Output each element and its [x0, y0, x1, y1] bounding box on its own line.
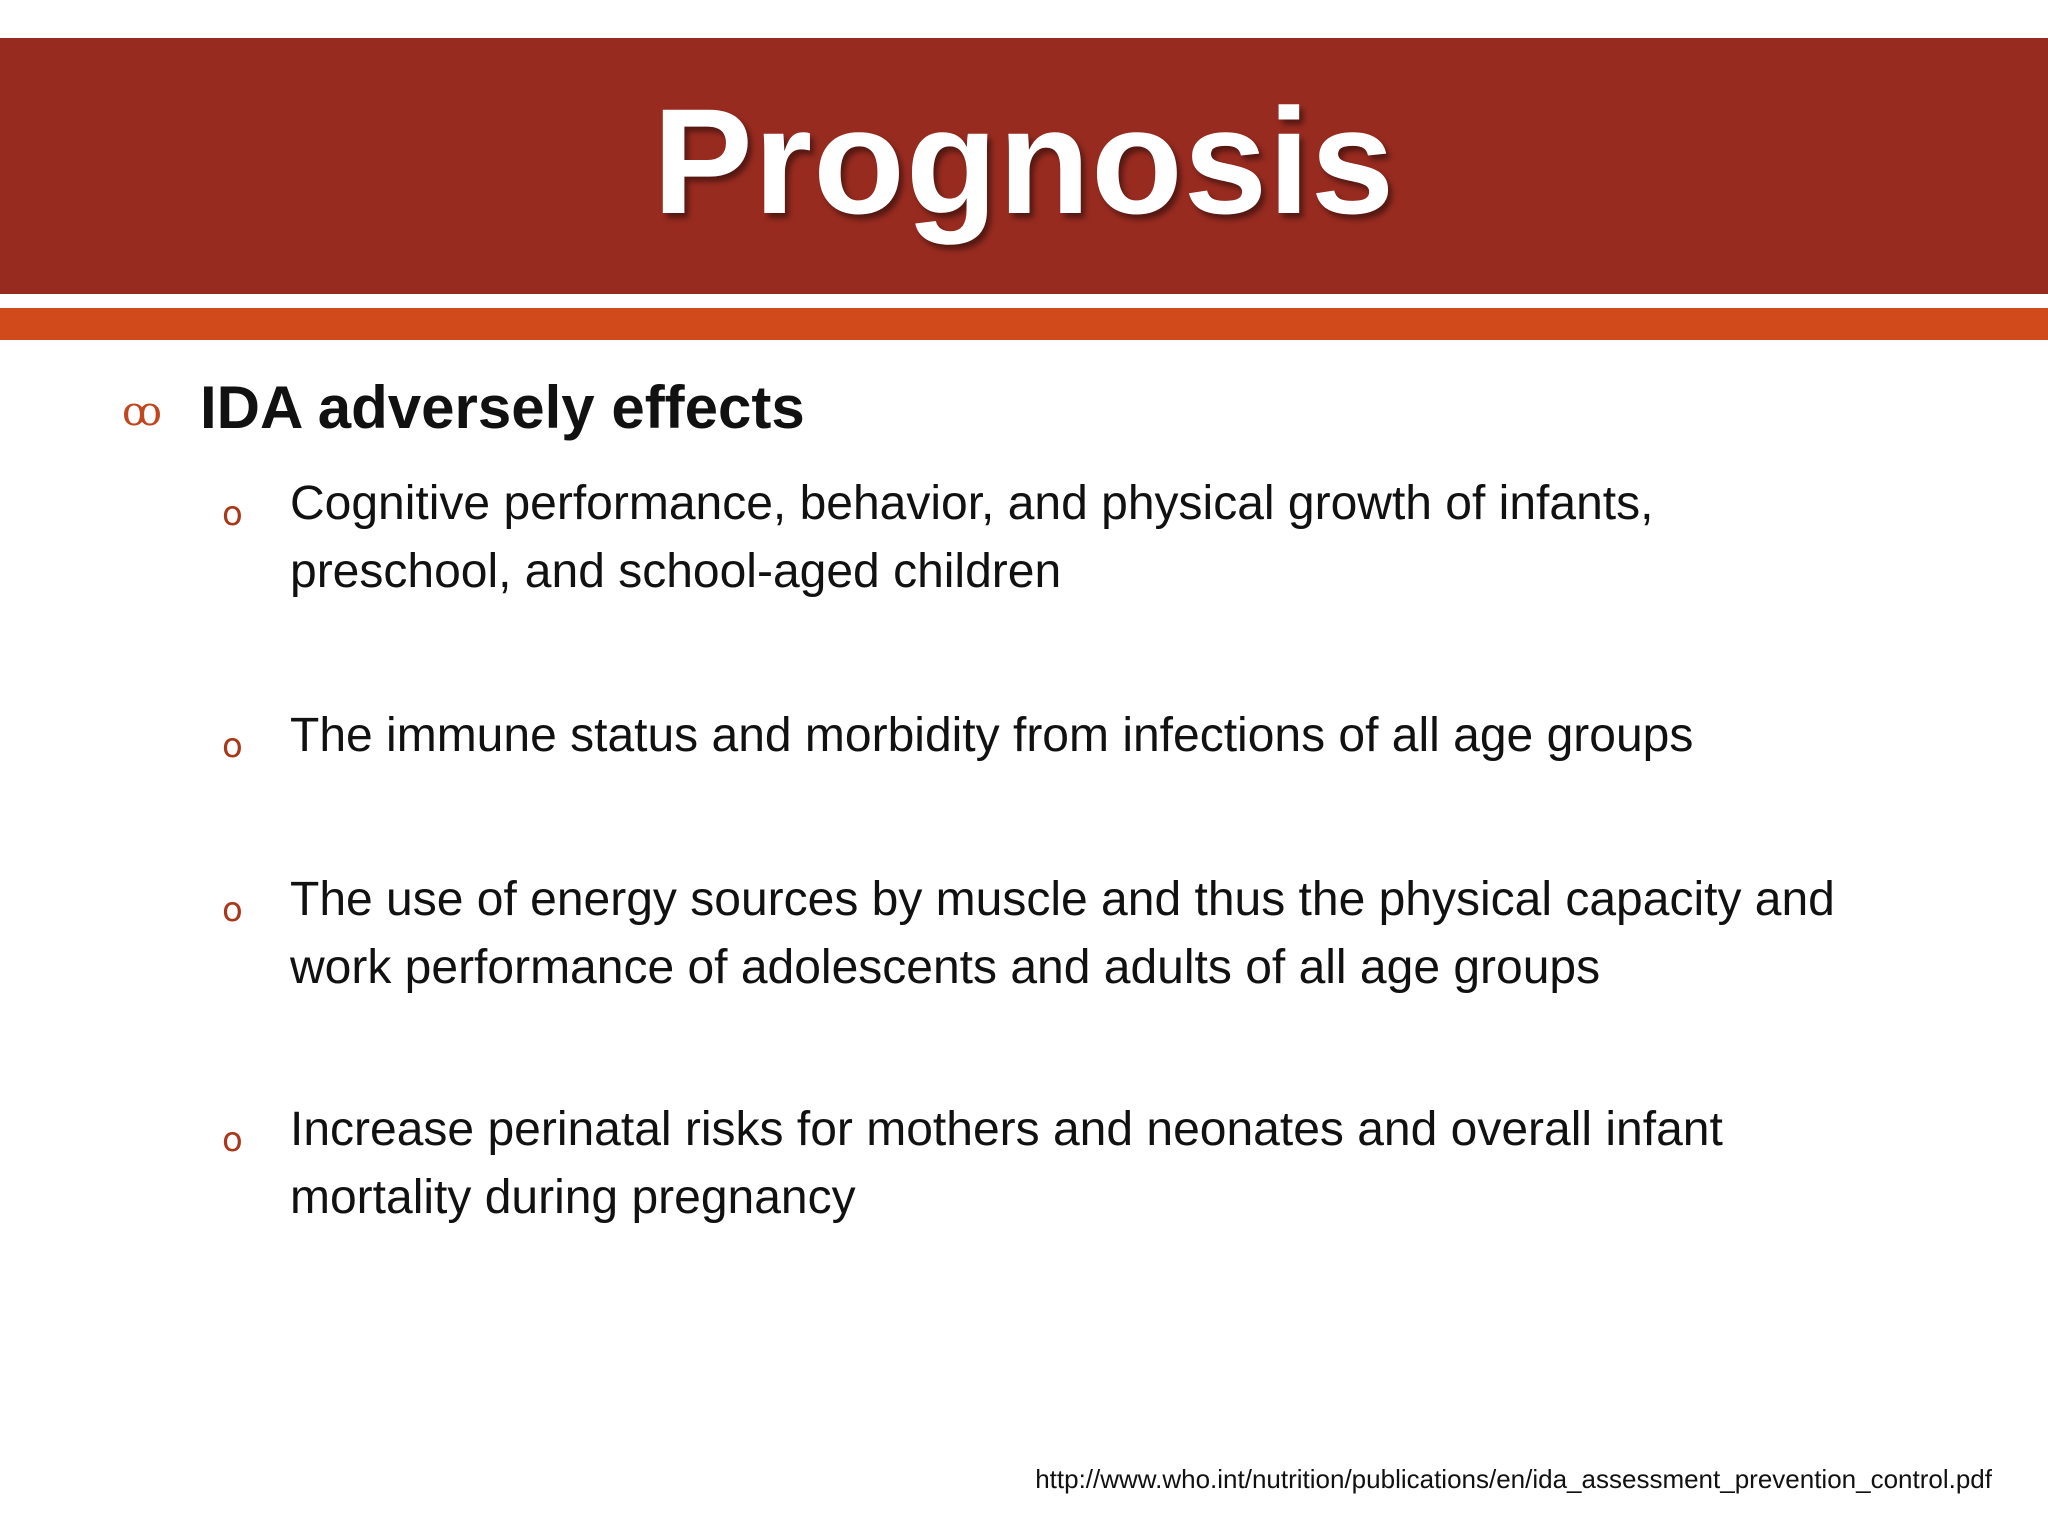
- flourish-bullet-icon: ꝏ: [122, 389, 162, 435]
- sub-bullet-3: [222, 866, 1862, 1002]
- circle-bullet-icon: o: [222, 494, 243, 534]
- sub-bullet-text: Cognitive performance, behavior, and physical growth of infants, preschool, and school-aged children: [290, 477, 1654, 598]
- main-bullet: [122, 372, 805, 444]
- circle-bullet-icon: o: [222, 890, 243, 930]
- circle-bullet-icon: o: [222, 1120, 243, 1160]
- source-link[interactable]: http://www.who.int/nutrition/publications/en/ida_assessment_prevention_control.pdf: [1035, 1464, 1992, 1494]
- sub-bullet-4: [222, 1096, 1862, 1232]
- main-bullet-text: IDA adversely effects: [200, 374, 805, 441]
- sub-bullet-text: The use of energy sources by muscle and thus the physical capacity and work performance of adolescents and adults of all age groups: [290, 873, 1835, 994]
- sub-bullet-1: [222, 470, 1862, 606]
- sub-bullet-text: The immune status and morbidity from infections of all age groups: [290, 709, 1694, 762]
- sub-bullet-2: [222, 702, 1862, 770]
- sub-bullet-text: Increase perinatal risks for mothers and neonates and overall infant mortality during pregnancy: [290, 1103, 1723, 1224]
- circle-bullet-icon: o: [222, 726, 243, 766]
- slide-title: Prognosis: [652, 77, 1396, 245]
